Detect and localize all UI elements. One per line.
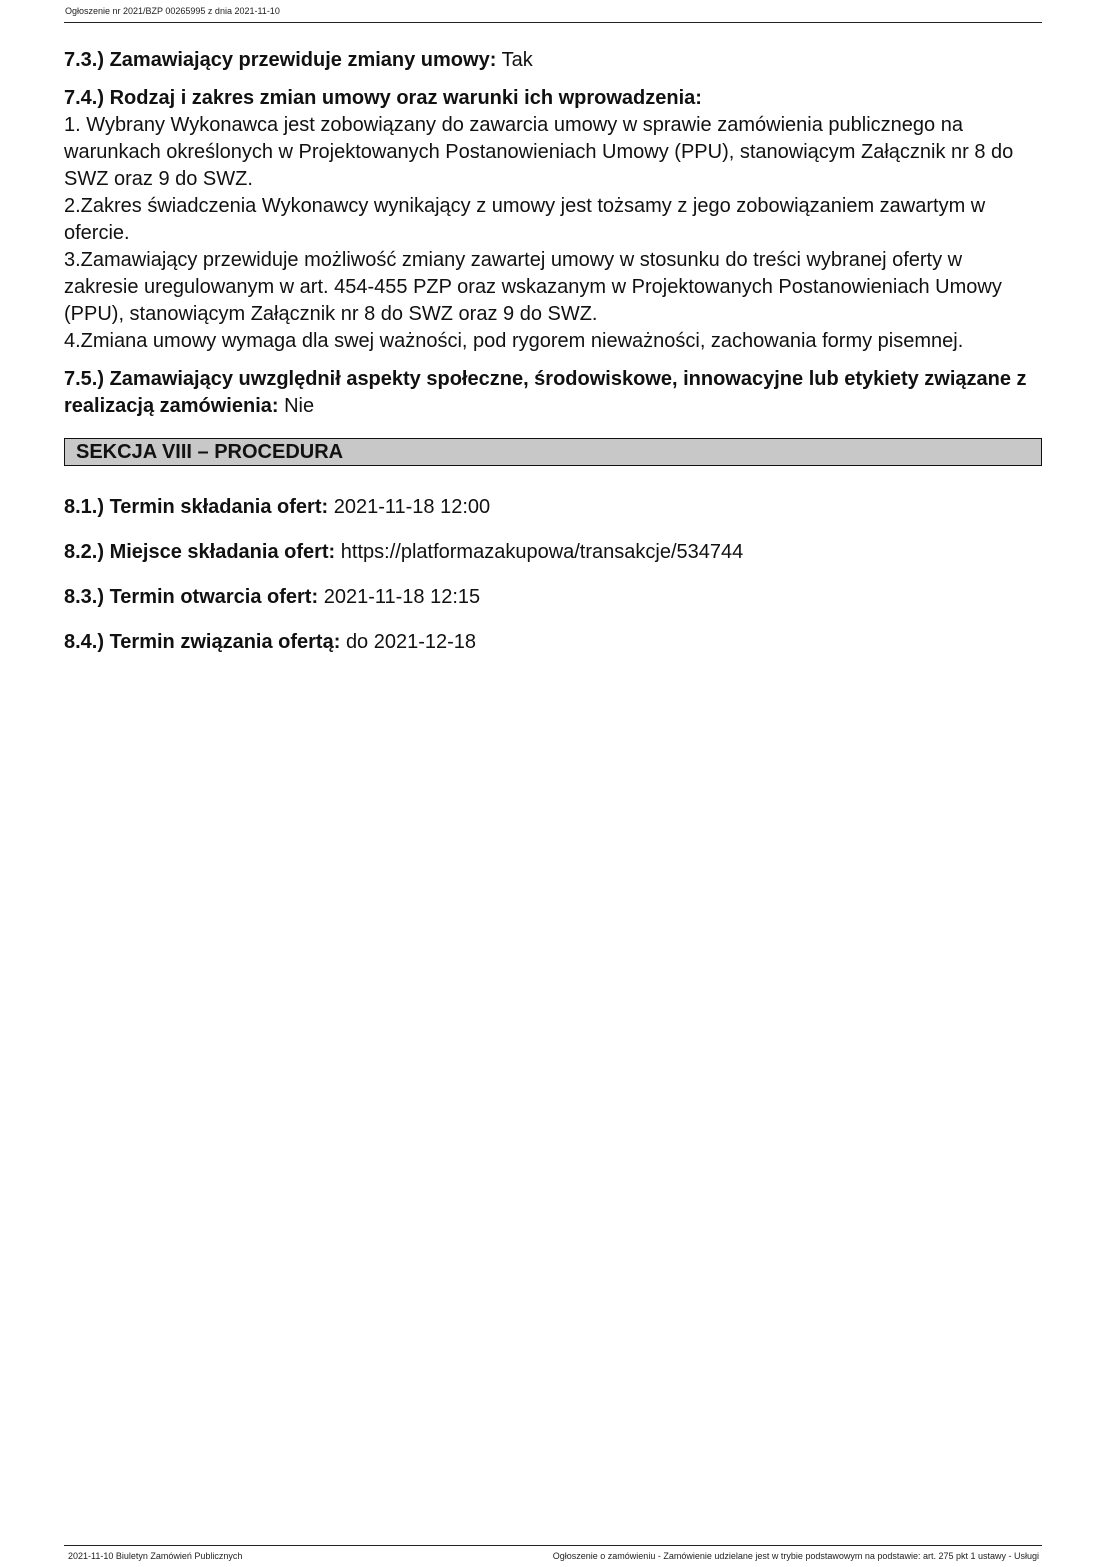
item-8-1-value: 2021-11-18 12:00 bbox=[333, 496, 491, 518]
section-8-heading: SEKCJA VIII – PROCEDURA bbox=[64, 438, 1042, 466]
section-8-body bbox=[64, 494, 1042, 656]
document-body bbox=[64, 47, 1042, 674]
item-8-3-value: 2021-11-18 12:15 bbox=[323, 586, 481, 608]
item-8-2 bbox=[64, 539, 1042, 566]
item-8-3 bbox=[64, 584, 1042, 611]
item-7-5-value: Nie bbox=[284, 395, 315, 417]
item-8-4-value: do 2021-12-18 bbox=[345, 631, 477, 653]
item-7-5-label: 7.5.) Zamawiający uwzględnił aspekty społeczne, środowiskowe, innowacyjne lub etykiety związane z realizacją zamówienia: bbox=[64, 368, 1027, 417]
item-7-5 bbox=[64, 366, 1042, 420]
item-7-4-paragraph-4: 4.Zmiana umowy wymaga dla swej ważności, pod rygorem nieważności, zachowania formy pisemnej. bbox=[64, 330, 964, 352]
item-8-2-label: 8.2.) Miejsce składania ofert: bbox=[64, 541, 336, 563]
item-7-3 bbox=[64, 47, 1042, 74]
item-7-4-paragraph-3: 3.Zamawiający przewiduje możliwość zmiany zawartej umowy w stosunku do treści wybranej oferty w zakresie uregulowanym w art. 454-455 PZP oraz wskazanym w Projektowanych Postanowieniach Umowy (PPU), stanowiącym Załącznik nr 8 do SWZ oraz 9 do SWZ. bbox=[64, 249, 1002, 325]
page-header: Ogłoszenie nr 2021/BZP 00265995 z dnia 2021-11-10 bbox=[65, 6, 280, 16]
item-8-1 bbox=[64, 494, 1042, 521]
item-8-4 bbox=[64, 629, 1042, 656]
header-divider bbox=[64, 22, 1042, 23]
footer-left: 2021-11-10 Biuletyn Zamówień Publicznych bbox=[68, 1551, 243, 1561]
footer-right: Ogłoszenie o zamówieniu - Zamówienie udzielane jest w trybie podstawowym na podstawie: art. 275 pkt 1 ustawy - Usługi bbox=[552, 1551, 1039, 1561]
item-7-4-paragraph-2: 2.Zakres świadczenia Wykonawcy wynikający z umowy jest tożsamy z jego zobowiązaniem zawartym w ofercie. bbox=[64, 195, 986, 244]
item-7-4-label: 7.4.) Rodzaj i zakres zmian umowy oraz warunki ich wprowadzenia: bbox=[64, 87, 702, 109]
item-7-4-paragraph-1: 1. Wybrany Wykonawca jest zobowiązany do zawarcia umowy w sprawie zamówienia publicznego na warunkach określonych w Projektowanych Postanowieniach Umowy (PPU), stanowiącym Załącznik nr 8 do SWZ oraz 9 do SWZ. bbox=[64, 114, 1014, 190]
footer-divider bbox=[64, 1545, 1042, 1546]
item-8-1-label: 8.1.) Termin składania ofert: bbox=[64, 496, 329, 518]
item-7-4 bbox=[64, 85, 1042, 355]
item-8-4-label: 8.4.) Termin związania ofertą: bbox=[64, 631, 341, 653]
item-7-3-label: 7.3.) Zamawiający przewiduje zmiany umowy: bbox=[64, 49, 497, 71]
item-8-2-value: https://platformazakupowa/transakcje/534744 bbox=[340, 541, 744, 563]
item-8-3-label: 8.3.) Termin otwarcia ofert: bbox=[64, 586, 319, 608]
item-7-3-value: Tak bbox=[501, 49, 533, 71]
